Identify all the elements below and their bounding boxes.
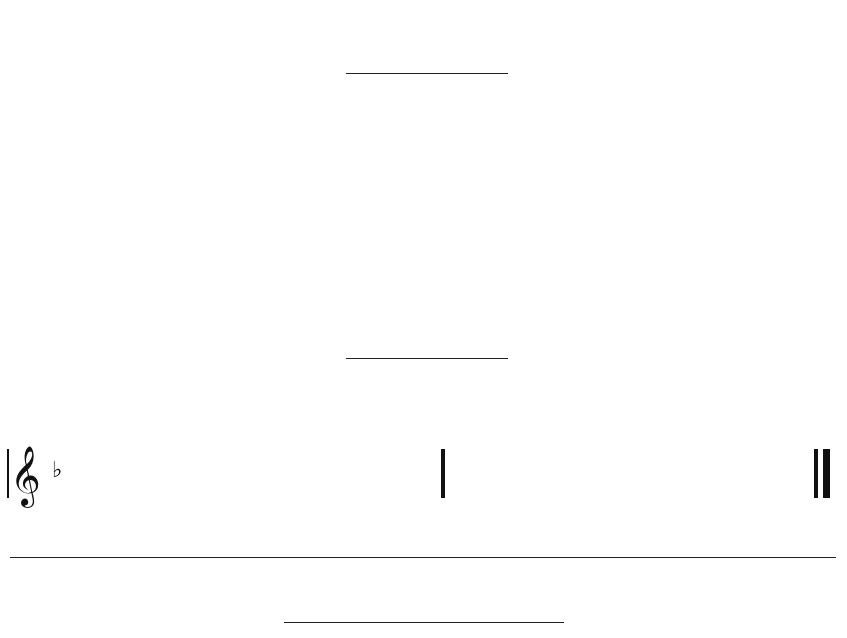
final-barline-thick xyxy=(823,449,830,498)
staff-middle-barline xyxy=(441,449,445,498)
staff-start-barline xyxy=(7,449,9,498)
printer-rule xyxy=(284,622,564,623)
music-staff xyxy=(0,430,847,510)
section-divider-rule xyxy=(346,358,508,359)
flat-sign-icon xyxy=(52,458,62,483)
title-underline-rule xyxy=(346,73,508,74)
svg-text:𝄞: 𝄞 xyxy=(10,446,41,506)
final-barline-thin xyxy=(814,449,818,498)
copyright-top-rule xyxy=(10,557,836,558)
treble-clef-icon xyxy=(10,446,41,508)
svg-text:♭: ♭ xyxy=(52,458,63,483)
